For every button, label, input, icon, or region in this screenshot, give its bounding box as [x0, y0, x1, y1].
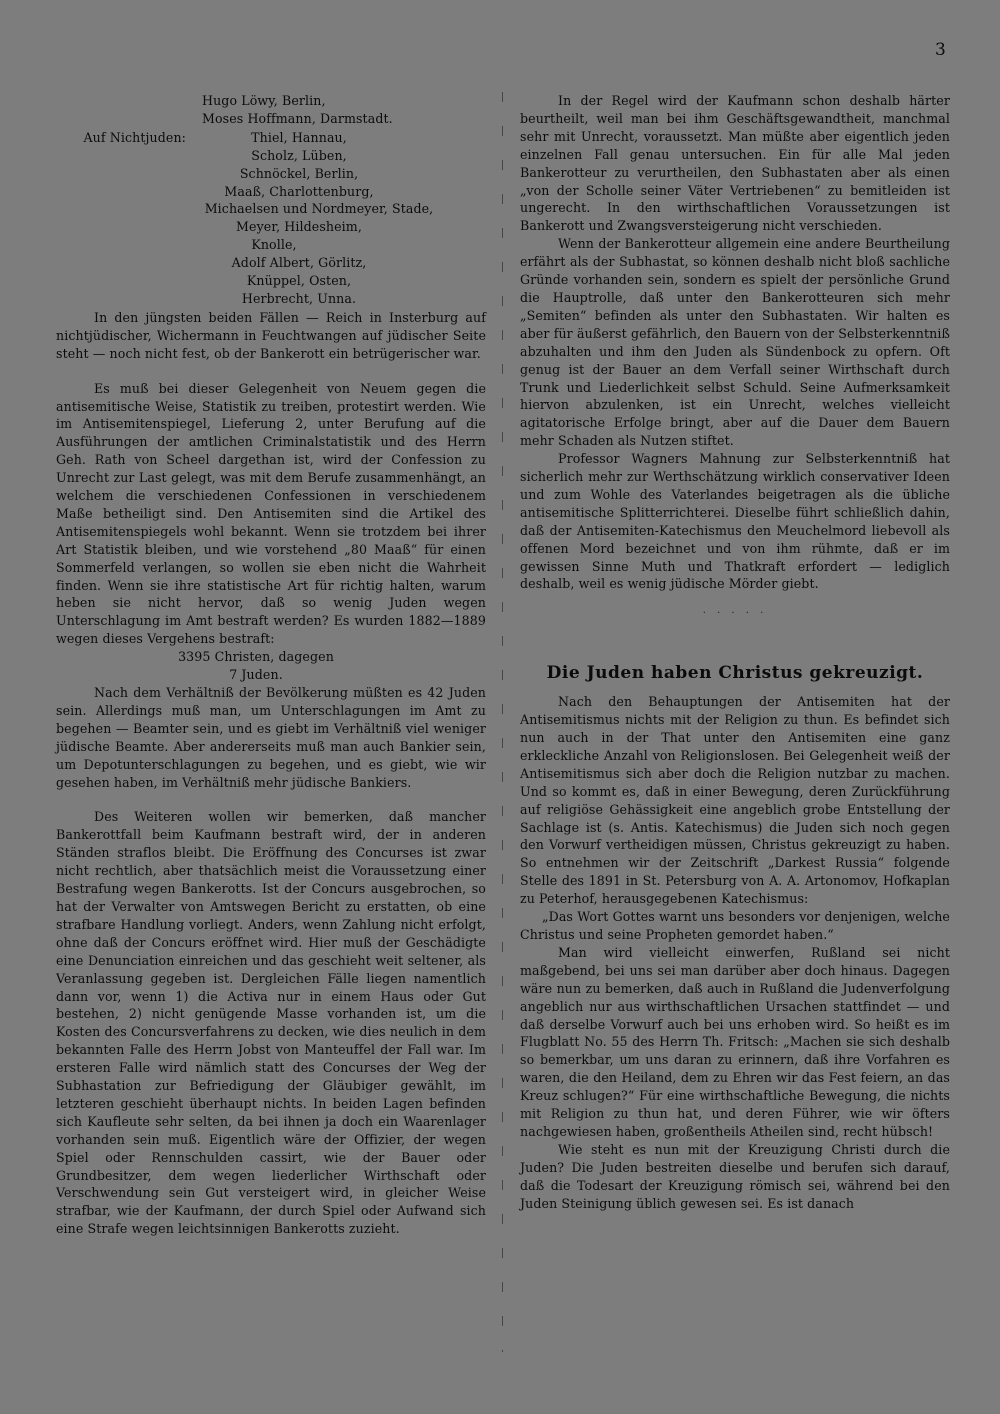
name-entry: Moses Hoffmann, Darmstadt. — [202, 110, 393, 126]
page-number: 3 — [935, 40, 946, 60]
section-heading: Die Juden haben Christus gekreuzigt. — [546, 663, 924, 684]
paragraph: Nach den Behauptungen der Antisemiten hat der Antisemitismus nichts mit der Religion zu thun. Es befindet sich nun auch in der That unter den Antisemiten eine ganz erkleckliche Anzahl von Religionslosen. Bei Gelegenheit weiß der Antisemitismus sich aber doch die Religion nutzbar zu machen. Und so kommt es, daß in einer Bewegung, deren Zurückführung auf religiöse Gehässigkeit eine angeblich grobe Entstellung der Sachlage ist (s. Antis. Katechismus) die Juden sich noch gegen den Vorwurf vertheidigen müssen, Christus gekreuzigt zu haben. So entnehmen wir der Zeitschrift „Darkest Russia“ folgende Stelle des 1891 in St. Petersburg von A. A. Artonomov, Hofkaplan zu Peterhof, herausgegebenen Katechismus: — [520, 694, 950, 907]
left-column — [56, 92, 486, 1238]
paragraph: Wenn der Bankerotteur allgemein eine andere Beurtheilung erfährt als der Subhastat, so können deshalb nicht bloß sachliche Gründe vorhanden sein, sondern es spielt der persönliche Grund die Hauptrolle, daß unter den Bankerotteuren sich mehr „Semiten“ befinden als unter den Subhastaten. Wir halten es aber für äußerst gefährlich, den Bauern von der Selbsterkenntniß abzuhalten und ihm den Juden als Sündenbock zu opfern. Oft genug ist der Bauer an dem Verfall seiner Wirthschaft durch Trunk und Liederlichkeit selbst Schuld. Seine Aufmerksamkeit hiervon abzulenken, ist ein Unrecht, welches vielleicht agitatorische Erfolge bringt, aber auf die Dauer dem Bauern mehr Schaden als Nutzen stiftet. — [520, 236, 950, 449]
name-entry: Knolle, — [251, 237, 297, 253]
name-entry: Meyer, Hildesheim, — [236, 219, 362, 235]
name-entry: Scholz, Lüben, — [251, 147, 347, 163]
name-entry: Schnöckel, Berlin, — [239, 165, 359, 181]
name-entry: Adolf Albert, Görlitz, — [231, 255, 367, 271]
name-entry: Thiel, Hannau, — [251, 129, 347, 145]
quote-paragraph: „Das Wort Gottes warnt uns besonders vor denjenigen, welche Christus und seine Propheten gemordet haben.“ — [520, 909, 950, 942]
names-list-jews — [56, 92, 486, 128]
paragraph: In den jüngsten beiden Fällen — Reich in Insterburg auf nichtjüdischer, Wichermann in Feuchtwangen auf jüdischer Seite steht — noch nicht fest, ob der Bankerott ein betrügerischer war. — [56, 309, 486, 361]
count-christians: 3395 Christen, dagegen — [178, 649, 334, 665]
paragraph: Nach dem Verhältniß der Bevölkerung müßten es 42 Juden sein. Allerdings muß man, um Unterschlagungen im Amt zu begehen — Beamter sein, und es giebt im Verhältniß viel weniger jüdische Beamte. Aber andererseits muß man auch Bankier sein, um Depotunterschlagungen zu begehen, und es giebt, wie wir gesehen haben, im Verhältniß mehr jüdische Bankiers. — [56, 685, 486, 790]
paragraph: Wie steht es nun mit der Kreuzigung Christi durch die Juden? Die Juden bestreiten dieselbe und berufen sich darauf, daß die Todesart der Kreuzigung römisch sei, während bei den Juden Steinigung üblich gewesen sei. Es ist danach — [520, 1141, 950, 1211]
non-jews-label: Auf Nichtjuden: — [83, 129, 186, 145]
paragraph: Professor Wagners Mahnung zur Selbsterkenntniß hat sicherlich mehr zur Werthschätzung wirklich conservativer Ideen und zum Wohle des Vaterlandes beigetragen als die übliche antisemitische Splitterrichterei. Dieselbe führt schließlich dahin, daß der Antisemiten-Katechismus den Meuchelmord liebevoll als offenen Mord bezeichnet und von ihm rühmte, daß er im gewissen Sinne Muth und Thatkraft erfordert — lediglich deshalb, weil es wenig jüdische Mörder giebt. — [520, 451, 950, 592]
name-entry: Maaß, Charlottenburg, — [224, 183, 374, 199]
name-entry: Herbrecht, Unna. — [241, 290, 357, 306]
paragraph: In der Regel wird der Kaufmann schon deshalb härter beurtheilt, weil man bei ihm Geschäftsgewandtheit, manchmal sehr mit Unrecht, voraussetzt. Man müßte aber eigentlich jeden einzelnen Fall genau untersuchen. Ein für alle Mal jeden Bankerotteur zu verurtheilen, den Subhastaten aber als einen „von der Scholle seiner Väter Vertriebenen“ zu bemitleiden ist ungerecht. In den wirthschaftlichen Voraussetzungen ist Bankerott und Zwangsversteigerung nicht verschieden. — [520, 93, 950, 234]
column-divider — [502, 92, 503, 1352]
right-column — [520, 92, 950, 1212]
name-entry: Michaelsen und Nordmeyer, Stade, — [204, 201, 434, 217]
paragraph: Es muß bei dieser Gelegenheit von Neuem gegen die antisemitische Weise, Statistik zu treiben, protestirt werden. Wie im Antisemitenspiegel, Lieferung 2, unter Berufung auf die Ausführungen der amtlichen Criminalstatistik und des Herrn Geh. Rath von Scheel dargethan ist, wird der Confession zu Unrecht zur Last gelegt, was mit dem Berufe zusammenhängt, an welchem die verschiedenen Confessionen in verschiedenem Maße betheiligt sind. Den Antisemiten sind die Artikel des Antisemitenspiegels wohl bekannt. Wenn sie trotzdem bei ihrer Art Statistik bleiben, und wie vorstehend „80 Maaß“ für einen Sommerfeld verlangen, so wollen sie eben nicht die Wahrheit finden. Wenn sie ihre statistische Art für richtig halten, warum heben sie nicht hervor, daß so wenig Juden wegen Unterschlagung im Amt bestraft werden? Es wurden 1882—1889 wegen dieses Vergehens bestraft: — [56, 380, 486, 647]
paragraph: Des Weiteren wollen wir bemerken, daß mancher Bankerottfall beim Kaufmann bestraft wird, der in anderen Ständen straflos bleibt. Die Eröffnung des Concurses ist zwar nicht rechtlich, aber thatsächlich meist die Voraussetzung einer Bestrafung wegen Bankerotts. Ist der Concurs ausgebrochen, so hat der Verwalter von Amtswegen Bericht zu erstatten, ob eine strafbare Handlung vorliegt. Anders, wenn Zahlung nicht erfolgt, ohne daß der Concurs eröffnet wird. Hier muß der Geschädigte eine Denunciation einreichen und das geschieht weit seltener, als Veranlassung gegeben ist. Dergleichen Fälle liegen namentlich dann vor, wenn 1) die Activa nur in einem Haus oder Gut bestehen, 2) nicht genügende Masse vorhanden ist, um die Kosten des Concursverfahrens zu decken, wie dies neulich in dem bekannten Falle des Herrn Jobst von Manteuffel der Fall war. Im ersteren Falle wird nämlich statt des Concurses der Weg der Subhastation zur Befriedigung der Gläubiger gewählt, im letzteren geschieht überhaupt nichts. In beiden Lagen befinden sich Kaufleute sehr selten, da bei ihnen ja doch ein Waarenlager vorhanden sein muß. Eigentlich wäre der Offizier, der wegen Spiel oder Rennschulden cassirt, wie der Bauer oder Grundbesitzer, dem wegen liederlicher Wirthschaft oder Verschwendung sein Gut versteigert wird, in gleicher Weise strafbar, wie der Kaufmann, der durch Spiel oder Aufwand sich eine Strafe wegen leichtsinnigen Bankerotts zuzieht. — [56, 809, 486, 1237]
count-jews: 7 Juden. — [229, 667, 283, 683]
names-list-non-jews — [56, 129, 486, 308]
name-entry: Hugo Löwy, Berlin, — [202, 93, 326, 108]
name-entry: Knüppel, Osten, — [246, 273, 352, 289]
paragraph: Man wird vielleicht einwerfen, Rußland sei nicht maßgebend, bei uns sei man darüber aber doch hinaus. Dagegen wäre nun zu bemerken, daß auch in Rußland die Judenverfolgung angeblich nur aus wirthschaftlichen Ursachen stattfindet — und daß derselbe Vorwurf auch bei uns erhoben wird. So heißt es im Flugblatt No. 55 des Herrn Th. Fritsch: „Machen sie sich deshalb so bemerkbar, um uns daran zu erinnern, daß ihre Vorfahren es waren, die den Heiland, dem zu Ehren wir das Fest feiern, an das Kreuz schlugen?“ Für eine wirthschaftliche Bewegung, die nichts mit Religion zu thun hat, und deren Führer, wie wir öfters nachgewiesen haben, großentheils Atheilen sind, recht hübsch! — [520, 944, 950, 1139]
section-divider-ornament: · · · · · — [702, 608, 768, 620]
